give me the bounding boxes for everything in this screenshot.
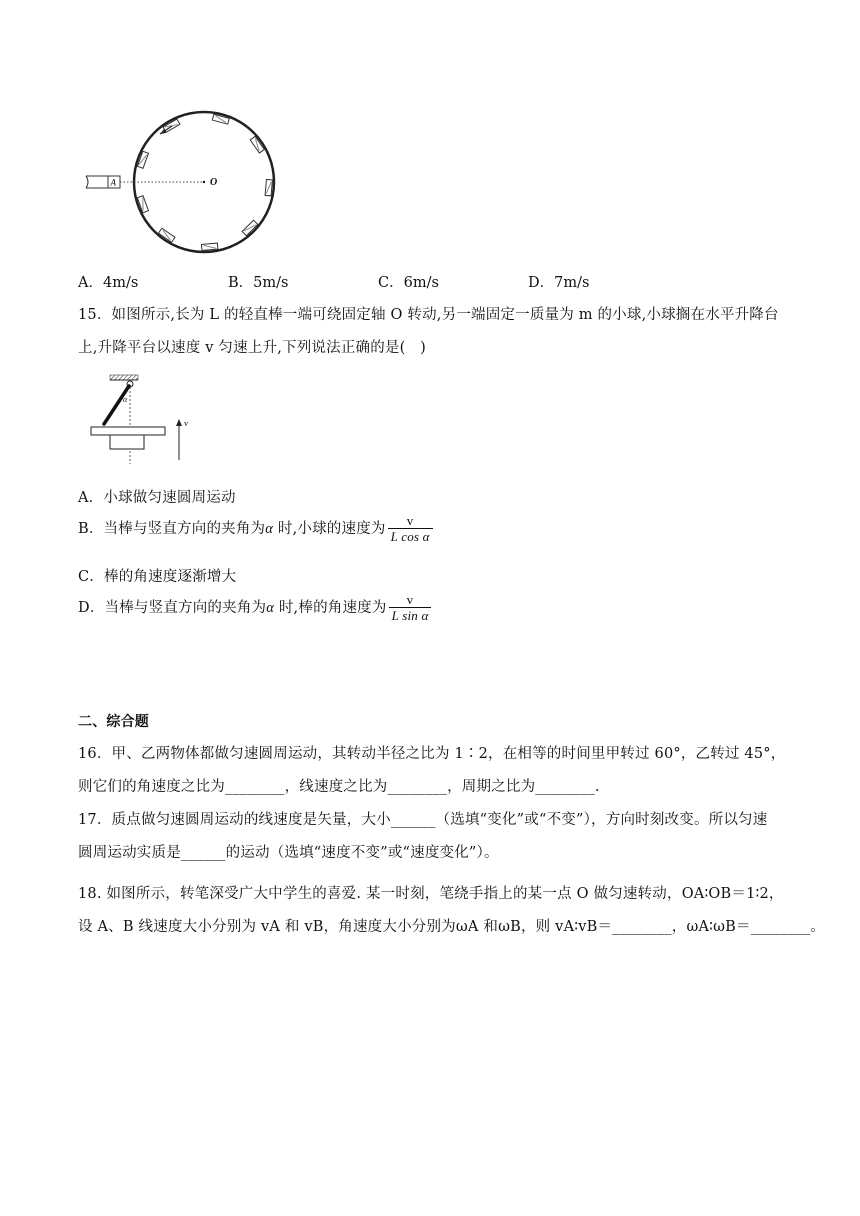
q18-line1: 18. 如图所示，转笔深受广大中学生的喜爱. 某一时刻，笔绕手指上的某一点 O 做匀速转动，OA∶OB＝1∶2， — [78, 886, 784, 902]
q14-rotating-disk-figure — [84, 104, 284, 264]
q15-option-b: B．当棒与竖直方向的夹角为α 时,小球的速度为 $\frac{v}{\text{L cos α}}$ — [78, 514, 433, 544]
q16-line1: 16．甲、乙两物体都做匀速圆周运动，其转动半径之比为 1∶2，在相等的时间里甲转过 60°，乙转过 45°， — [78, 746, 786, 762]
q15-rod-platform-figure — [88, 372, 208, 467]
q15-stem-line2: 上,升降平台以速度 v 匀速上升,下列说法正确的是( ) — [78, 340, 427, 356]
q17-line1: 17．质点做匀速圆周运动的线速度是矢量，大小______（选填“变化”或“不变”），方向时刻改变。所以匀速 — [78, 812, 768, 828]
q15-option-d-fraction: $\frac{v}{\text{L sin α}}$ — [389, 593, 432, 623]
q14-option-d: D．7m/s — [528, 275, 590, 291]
label-o: O — [210, 177, 218, 188]
q16-line2: 则它们的角速度之比为________，线速度之比为________，周期之比为________. — [78, 779, 600, 795]
label-v: v — [184, 419, 188, 428]
q14-option-b: B．5m/s — [228, 275, 289, 291]
section-title: 二、综合题 — [78, 714, 149, 730]
label-alpha: α — [123, 395, 128, 404]
q17-line2: 圆周运动实质是______的运动（选填“速度不变”或“速度变化”）。 — [78, 845, 499, 861]
q15-option-c: C．棒的角速度逐渐增大 — [78, 569, 237, 585]
q15-option-b-fraction: $\frac{v}{\text{L cos α}}$ — [388, 514, 433, 544]
q15-stem-line1: 15．如图所示,长为 L 的轻直棒一端可绕固定轴 O 转动,另一端固定一质量为 m 的小球,小球搁在水平升降台 — [78, 307, 779, 323]
q14-option-a: A．4m/s — [78, 275, 139, 291]
q15-option-d: D．当棒与竖直方向的夹角为α 时,棒的角速度为 $\frac{v}{\text{L sin α}}$ — [78, 593, 431, 623]
q15-option-a: A．小球做匀速圆周运动 — [78, 490, 236, 506]
label-a: A — [110, 177, 116, 188]
q18-line2: 设 A、B 线速度大小分别为 vA 和 vB，角速度大小分别为ωA 和ωB，则 vA∶vB＝________，ωA∶ωB＝________。 — [78, 919, 826, 935]
q14-option-c: C．6m/s — [378, 275, 439, 291]
